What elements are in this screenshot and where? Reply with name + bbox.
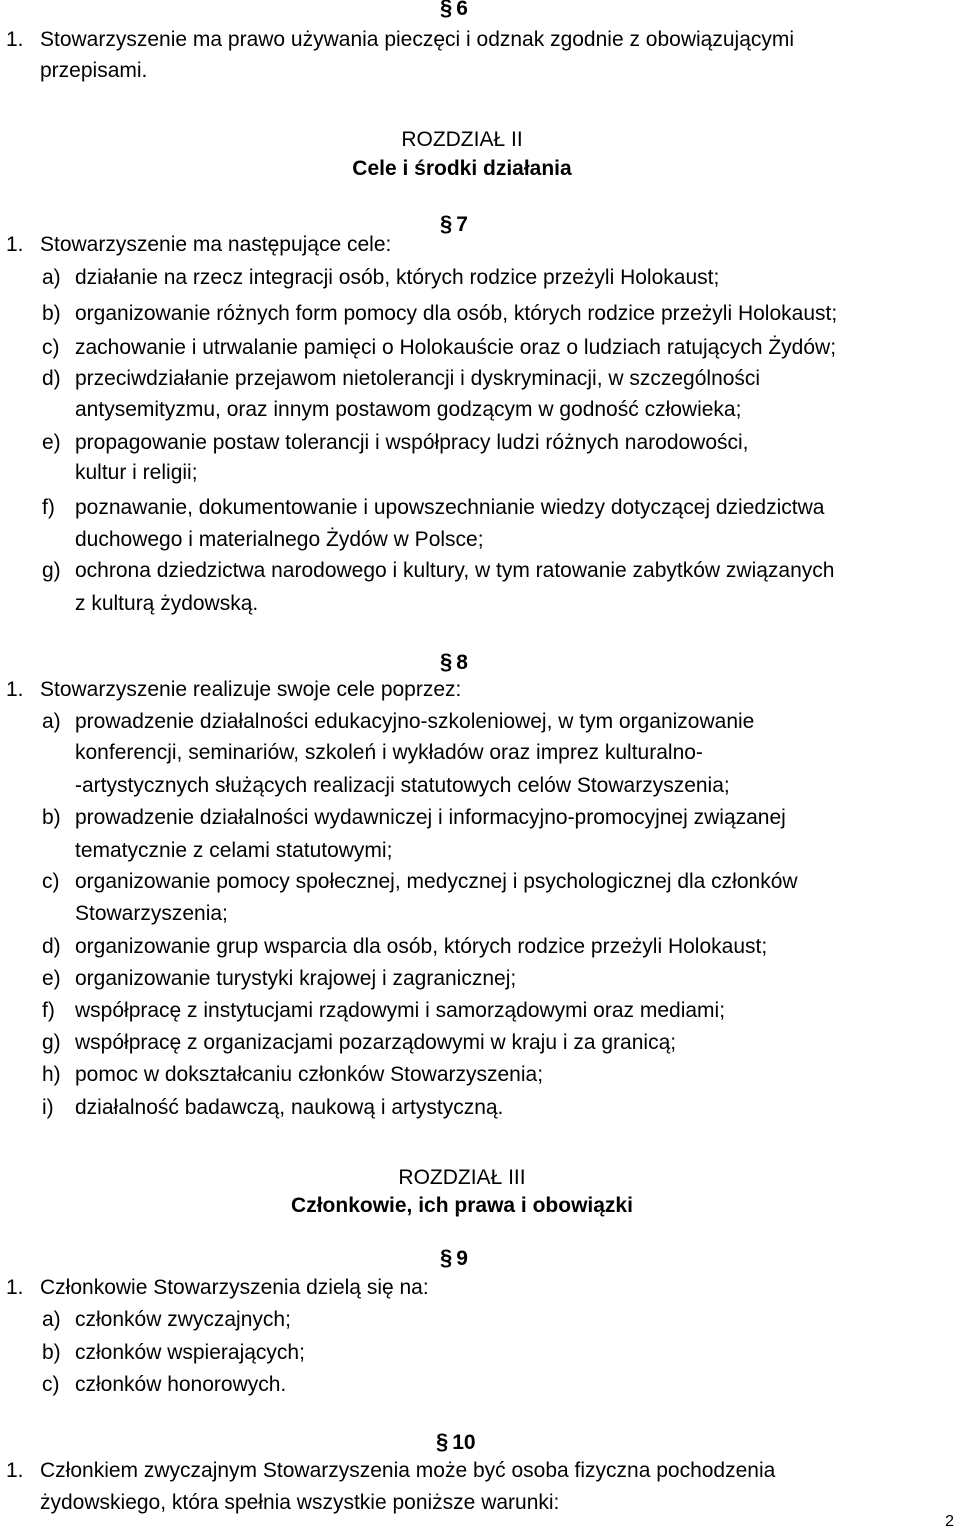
item-text: organizowanie pomocy społecznej, medycznej i psychologicznej dla członków bbox=[75, 870, 798, 893]
chapter-subtitle: Członkowie, ich prawa i obowiązki bbox=[291, 1194, 633, 1217]
item-continuation: -artystycznych służących realizacji statutowych celów Stowarzyszenia; bbox=[75, 774, 730, 797]
item-number: 1. bbox=[6, 678, 24, 701]
section-number: 8 bbox=[456, 651, 468, 674]
item-text: poznawanie, dokumentowanie i upowszechnianie wiedzy dotyczącej dziedzictwa bbox=[75, 496, 825, 519]
item-text: prowadzenie działalności wydawniczej i informacyjno-promocyjnej związanej bbox=[75, 806, 786, 829]
item-text: propagowanie postaw tolerancji i współpracy ludzi różnych narodowości, bbox=[75, 431, 749, 454]
item-letter: e) bbox=[42, 967, 61, 990]
item-continuation: kultur i religii; bbox=[75, 461, 198, 484]
section-number: 9 bbox=[456, 1247, 468, 1270]
item-text: organizowanie grup wsparcia dla osób, których rodzice przeżyli Holokaust; bbox=[75, 935, 768, 958]
item-text: pomoc w dokształcaniu członków Stowarzyszenia; bbox=[75, 1063, 544, 1086]
item-letter: b) bbox=[42, 806, 61, 829]
item-continuation: z kulturą żydowską. bbox=[75, 592, 259, 615]
item-number: 1. bbox=[6, 233, 24, 256]
item-letter: b) bbox=[42, 1341, 61, 1364]
item-continuation: tematycznie z celami statutowymi; bbox=[75, 839, 393, 862]
item-letter: a) bbox=[42, 1308, 61, 1331]
item-number: 1. bbox=[6, 1276, 24, 1299]
section-symbol: § bbox=[436, 1429, 449, 1454]
section-heading-9 bbox=[440, 1246, 468, 1271]
item-letter: e) bbox=[42, 431, 61, 454]
item-text: Stowarzyszenie ma prawo używania pieczęci i odznak zgodnie z obowiązującymi bbox=[40, 28, 795, 51]
item-text: członków zwyczajnych; bbox=[75, 1308, 291, 1331]
item-text: członków honorowych. bbox=[75, 1373, 287, 1396]
item-letter: f) bbox=[42, 496, 55, 519]
item-text: organizowanie turystyki krajowej i zagranicznej; bbox=[75, 967, 517, 990]
section-symbol: § bbox=[440, 649, 453, 674]
item-letter: h) bbox=[42, 1063, 61, 1086]
item-text: Stowarzyszenie ma następujące cele: bbox=[40, 233, 392, 256]
item-letter: f) bbox=[42, 999, 55, 1022]
item-letter: g) bbox=[42, 1031, 61, 1054]
section-heading-6 bbox=[440, 0, 468, 21]
chapter-subtitle: Cele i środki działania bbox=[352, 157, 572, 180]
item-letter: i) bbox=[42, 1096, 54, 1119]
section-symbol: § bbox=[440, 0, 453, 20]
item-text: Członkiem zwyczajnym Stowarzyszenia może być osoba fizyczna pochodzenia bbox=[40, 1459, 776, 1482]
item-number: 1. bbox=[6, 1459, 24, 1482]
section-number: 6 bbox=[456, 0, 468, 20]
item-text: zachowanie i utrwalanie pamięci o Holokauście oraz o ludziach ratujących Żydów; bbox=[75, 336, 837, 359]
item-text: przeciwdziałanie przejawom nietolerancji i dyskryminacji, w szczególności bbox=[75, 367, 761, 390]
item-letter: a) bbox=[42, 266, 61, 289]
item-text: współpracę z organizacjami pozarządowymi w kraju i za granicą; bbox=[75, 1031, 677, 1054]
section-symbol: § bbox=[440, 1245, 453, 1270]
item-letter: d) bbox=[42, 935, 61, 958]
item-text: współpracę z instytucjami rządowymi i samorządowymi oraz mediami; bbox=[75, 999, 726, 1022]
item-continuation: antysemityzmu, oraz innym postawom godzącym w godność człowieka; bbox=[75, 398, 742, 421]
item-letter: c) bbox=[42, 1373, 60, 1396]
chapter-title: ROZDZIAŁ II bbox=[401, 128, 523, 151]
page-number: 2 bbox=[945, 1513, 954, 1530]
item-text: Stowarzyszenie realizuje swoje cele poprzez: bbox=[40, 678, 462, 701]
chapter-title: ROZDZIAŁ III bbox=[398, 1166, 526, 1189]
item-letter: g) bbox=[42, 559, 61, 582]
section-heading-10 bbox=[436, 1430, 476, 1455]
item-number: 1. bbox=[6, 28, 24, 51]
item-continuation: przepisami. bbox=[40, 59, 148, 82]
item-text: działanie na rzecz integracji osób, których rodzice przeżyli Holokaust; bbox=[75, 266, 720, 289]
item-letter: d) bbox=[42, 367, 61, 390]
item-continuation: konferencji, seminariów, szkoleń i wykładów oraz imprez kulturalno- bbox=[75, 741, 703, 764]
item-letter: c) bbox=[42, 870, 60, 893]
item-letter: c) bbox=[42, 336, 60, 359]
item-continuation: duchowego i materialnego Żydów w Polsce; bbox=[75, 528, 484, 551]
item-text: działalność badawczą, naukową i artystyczną. bbox=[75, 1096, 504, 1119]
section-number: 7 bbox=[456, 213, 468, 236]
item-letter: a) bbox=[42, 710, 61, 733]
item-text: organizowanie różnych form pomocy dla osób, których rodzice przeżyli Holokaust; bbox=[75, 302, 838, 325]
item-text: prowadzenie działalności edukacyjno-szkoleniowej, w tym organizowanie bbox=[75, 710, 755, 733]
item-text: ochrona dziedzictwa narodowego i kultury, w tym ratowanie zabytków związanych bbox=[75, 559, 835, 582]
item-letter: b) bbox=[42, 302, 61, 325]
section-heading-8 bbox=[440, 650, 468, 675]
section-symbol: § bbox=[440, 211, 453, 236]
section-heading-7 bbox=[440, 212, 468, 237]
section-number: 10 bbox=[452, 1431, 476, 1454]
item-text: członków wspierających; bbox=[75, 1341, 305, 1364]
item-continuation: żydowskiego, która spełnia wszystkie poniższe warunki: bbox=[40, 1491, 560, 1514]
item-continuation: Stowarzyszenia; bbox=[75, 902, 228, 925]
item-text: Członkowie Stowarzyszenia dzielą się na: bbox=[40, 1276, 429, 1299]
